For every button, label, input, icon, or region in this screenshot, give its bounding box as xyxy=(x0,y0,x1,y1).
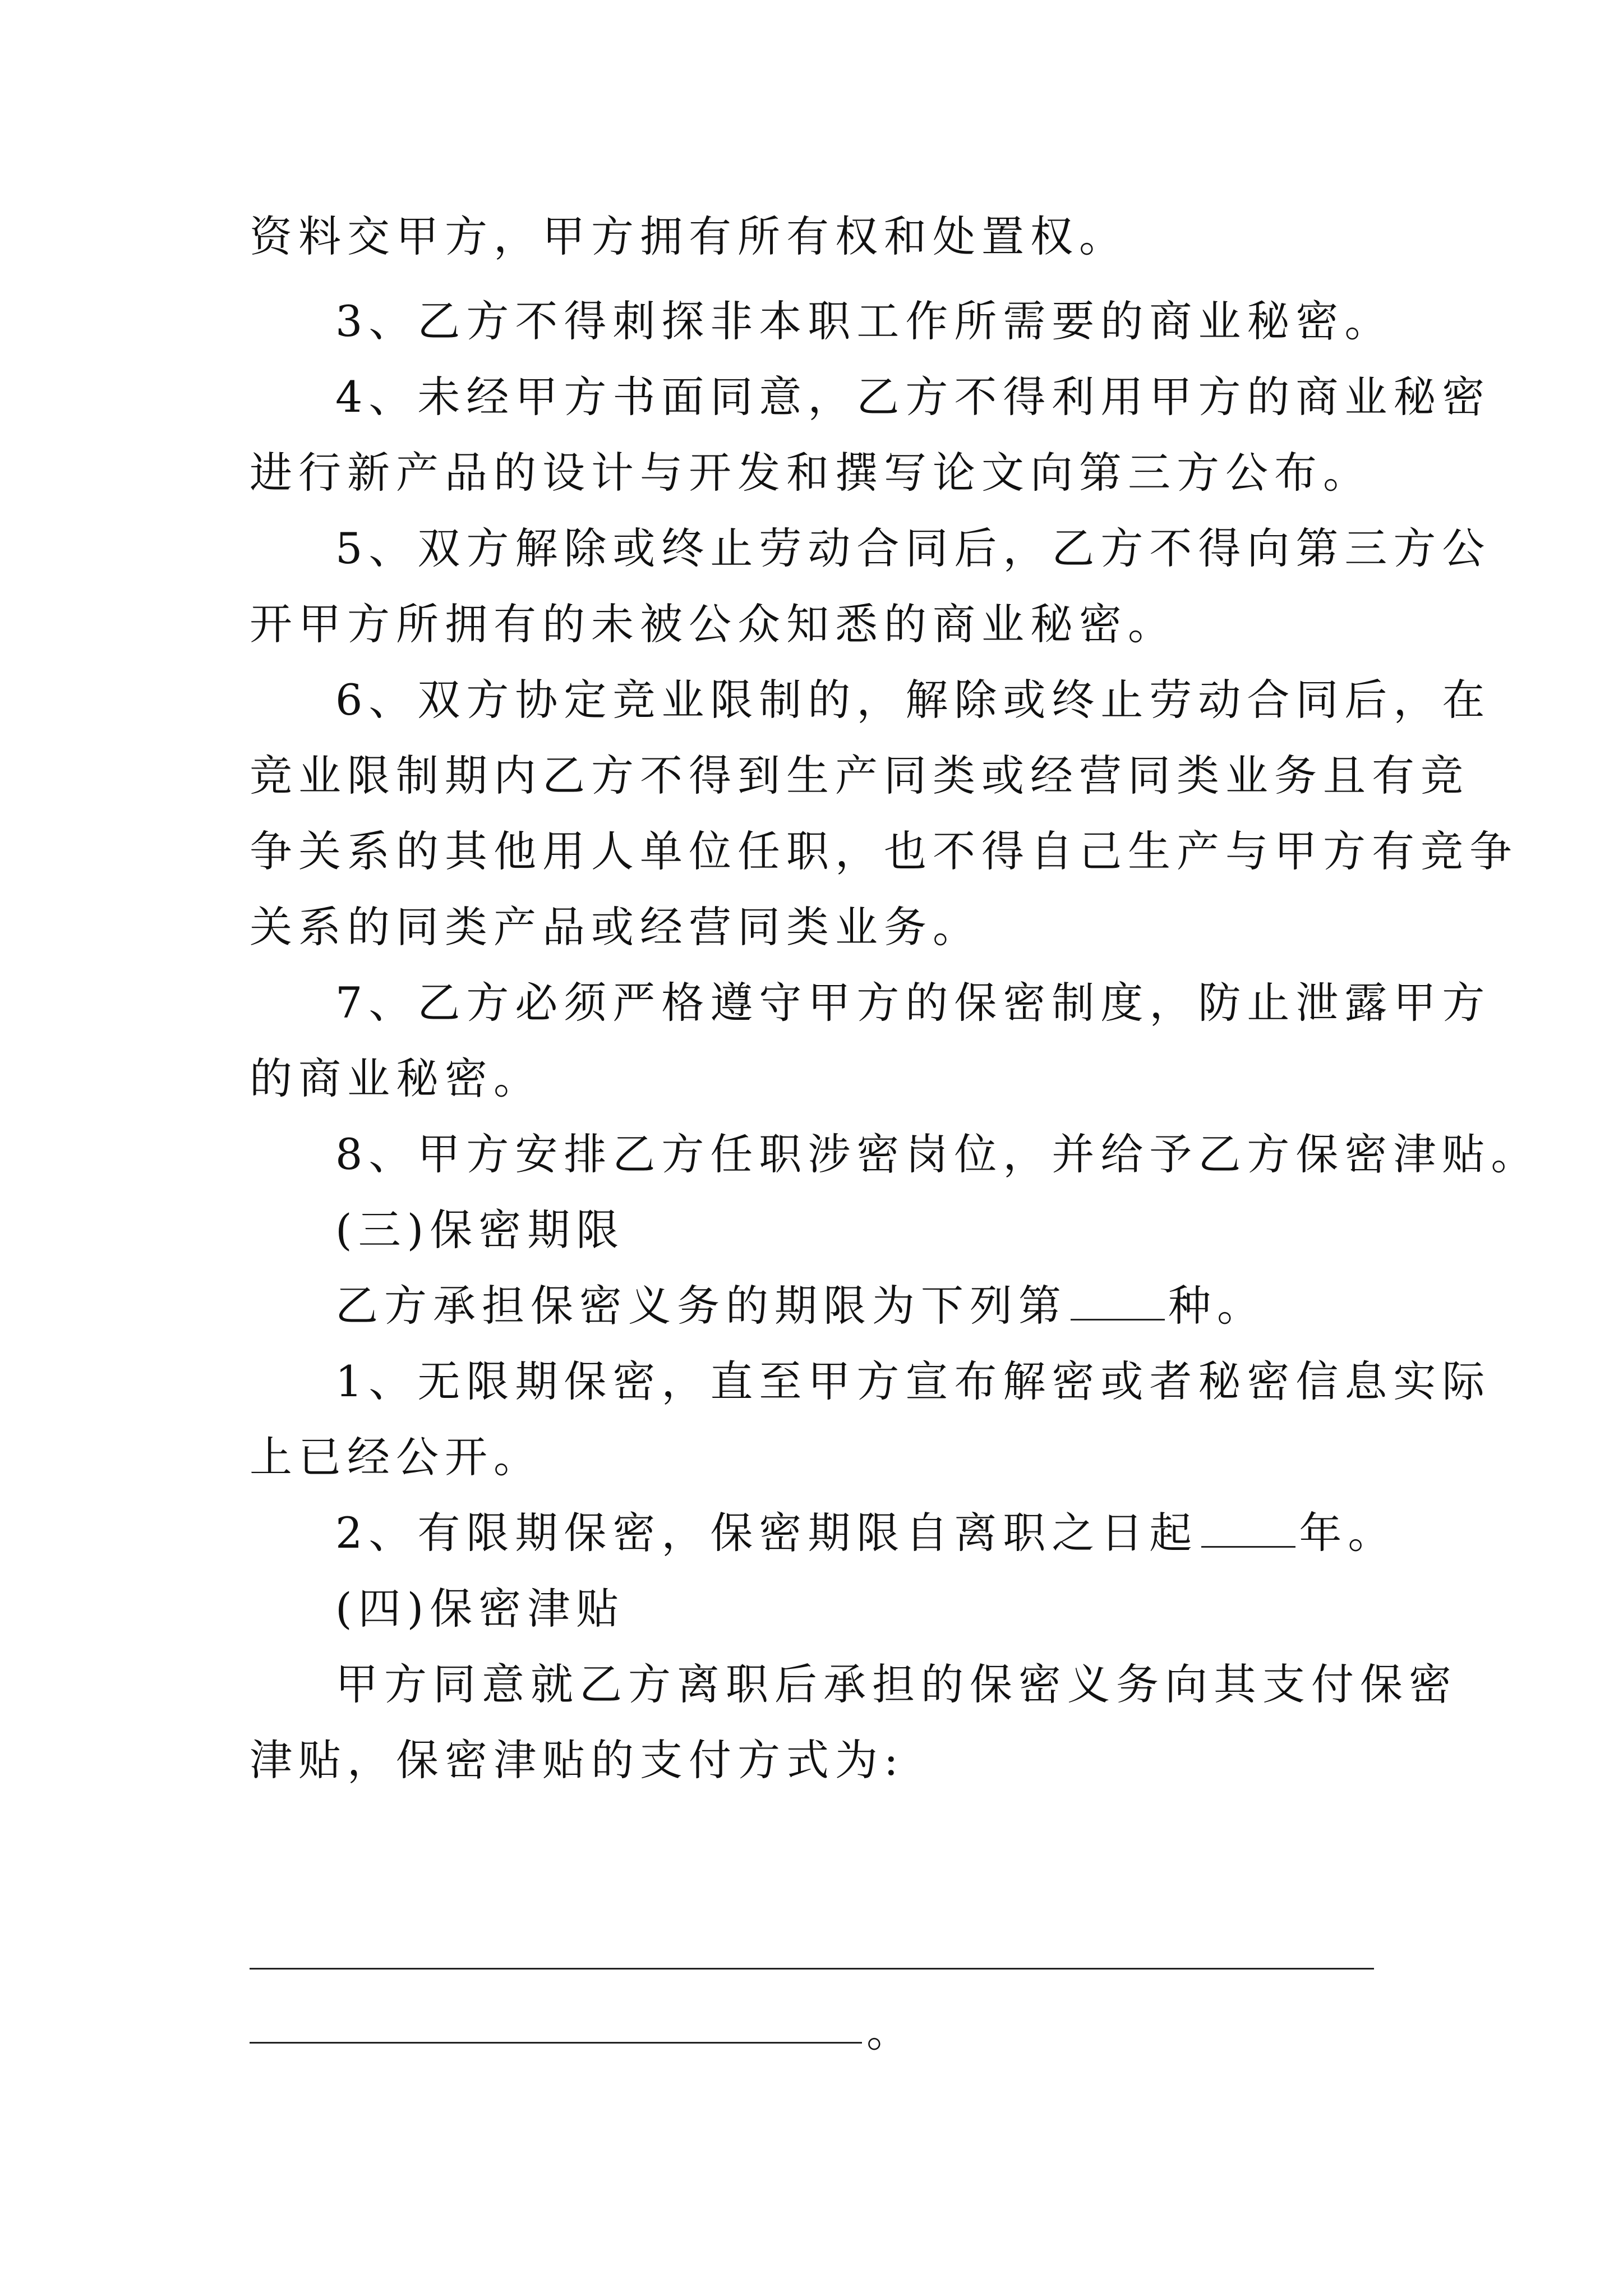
period-choice-line xyxy=(335,1278,1266,1334)
text-line: 上已经公开。 xyxy=(250,1432,542,1482)
text-line: 8、甲方安排乙方任职涉密岗位，并给予乙方保密津贴。 xyxy=(335,1129,1540,1179)
text-line: 6、双方协定竞业限制的，解除或终止劳动合同后，在 xyxy=(335,675,1491,725)
text-line: 资料交甲方，甲方拥有所有权和处置权。 xyxy=(250,211,1128,261)
text-line: 甲方同意就乙方离职后承担的保密义务向其支付保密 xyxy=(335,1659,1458,1709)
section-heading: (三)保密期限 xyxy=(335,1205,625,1255)
period-choice-blank[interactable] xyxy=(1071,1278,1165,1320)
period-choice-text: 乙方承担保密义务的期限为下列第 xyxy=(335,1281,1067,1331)
payment-method-blank-line[interactable] xyxy=(250,1968,1374,1970)
period-choice-suffix: 种。 xyxy=(1168,1281,1266,1331)
text-line: 1、无限期保密，直至甲方宣布解密或者秘密信息实际 xyxy=(335,1356,1491,1406)
limited-period-text: 2、有限期保密，保密期限自离职之日起 xyxy=(335,1508,1198,1558)
limited-period-line xyxy=(335,1505,1396,1561)
years-blank[interactable] xyxy=(1201,1506,1295,1548)
text-line: 津贴，保密津贴的支付方式为: xyxy=(250,1735,905,1785)
text-line: 关系的同类产品或经营同类业务。 xyxy=(250,902,981,952)
text-line: 3、乙方不得刺探非本职工作所需要的商业秘密。 xyxy=(335,296,1394,346)
text-line: 进行新产品的设计与开发和撰写论文向第三方公布。 xyxy=(250,448,1372,498)
payment-method-blank-line[interactable] xyxy=(250,2042,862,2044)
text-line: 竞业限制期内乙方不得到生产同类或经营同类业务且有竞 xyxy=(250,751,1469,800)
text-line: 4、未经甲方书面同意，乙方不得利用甲方的商业秘密 xyxy=(335,372,1491,422)
text-line: 5、双方解除或终止劳动合同后，乙方不得向第三方公 xyxy=(335,523,1491,573)
text-line: 开甲方所拥有的未被公众知悉的商业秘密。 xyxy=(250,599,1177,649)
text-line: 争关系的其他用人单位任职，也不得自己生产与甲方有竞争 xyxy=(250,826,1518,876)
text-line: 的商业秘密。 xyxy=(250,1053,542,1103)
limited-period-suffix: 年。 xyxy=(1299,1508,1397,1558)
section-heading: (四)保密津贴 xyxy=(335,1584,625,1634)
text-line: 7、乙方必须严格遵守甲方的保密制度，防止泄露甲方 xyxy=(335,978,1491,1028)
end-period: 。 xyxy=(866,2007,909,2056)
